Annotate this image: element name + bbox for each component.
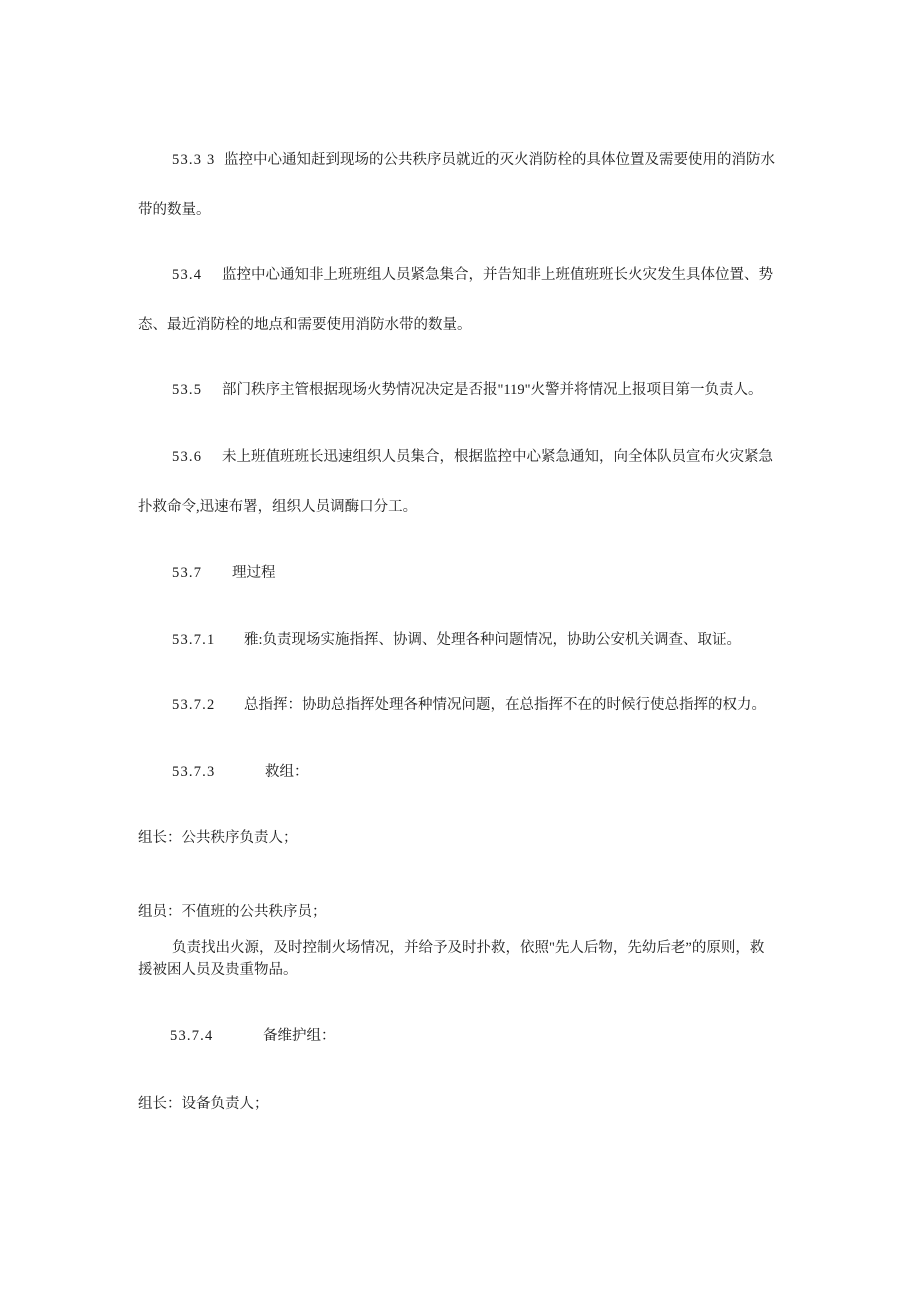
group-duty-53-7-3: 负责找出火源，及时控制火场情况，并给予及时扑救，依照"先人后物，先幼后老”的原则，救 (172, 940, 765, 956)
section-text-53-3-3-continued: 带的数量。 (138, 202, 211, 218)
section-number-53-7-2: 53.7.2 (172, 697, 216, 713)
section-text-53-5: 部门秩序主管根据现场火势情况决定是否报"119"火警并将情况上报项目第一负责人。 (222, 382, 763, 398)
section-text-53-7-2: 总指挥：协助总指挥处理各种情况问题，在总指挥不在的时候行使总指挥的权力。 (244, 697, 766, 713)
section-heading-53-7-3: 救组： (265, 764, 309, 780)
section-heading-53-7: 理过程 (232, 565, 276, 581)
section-heading-53-7-4: 备维护组： (263, 1028, 336, 1044)
section-text-53-6-continued: 扑救命令,迅速布署，组织人员调酶口分工。 (138, 499, 418, 515)
group-leader-53-7-4: 组长：设备负责人； (138, 1096, 269, 1112)
group-members-53-7-3: 组员：不值班的公共秩序员； (138, 904, 327, 920)
section-number-53-5: 53.5 (172, 382, 203, 398)
section-text-53-7-1: 雅:负责现场实施指挥、协调、处理各种问题情况，协助公安机关调查、取证。 (244, 632, 742, 648)
section-text-53-4: 监控中心通知非上班班组人员紧急集合，并告知非上班值班班长火灾发生具体位置、势 (222, 267, 773, 283)
group-duty-53-7-3-continued: 援被困人员及贵重物品。 (138, 962, 298, 978)
section-number-53-3-3: 53.3 3 (172, 152, 216, 168)
section-number-53-4: 53.4 (172, 267, 203, 283)
section-number-53-6: 53.6 (172, 449, 203, 465)
section-text-53-3-3: 监控中心通知赶到现场的公共秩序员就近的灭火消防栓的具体位置及需要使用的消防水 (224, 152, 775, 168)
section-number-53-7: 53.7 (172, 565, 203, 581)
group-leader-53-7-3: 组长：公共秩序负责人； (138, 830, 298, 846)
section-number-53-7-1: 53.7.1 (172, 632, 216, 648)
section-number-53-7-3: 53.7.3 (172, 764, 216, 780)
section-number-53-7-4: 53.7.4 (170, 1028, 214, 1044)
section-text-53-4-continued: 态、最近消防栓的地点和需要使用消防水带的数量。 (138, 317, 472, 333)
section-text-53-6: 未上班值班班长迅速组织人员集合，根据监控中心紧急通知，向全体队员宣布火灾紧急 (222, 449, 773, 465)
